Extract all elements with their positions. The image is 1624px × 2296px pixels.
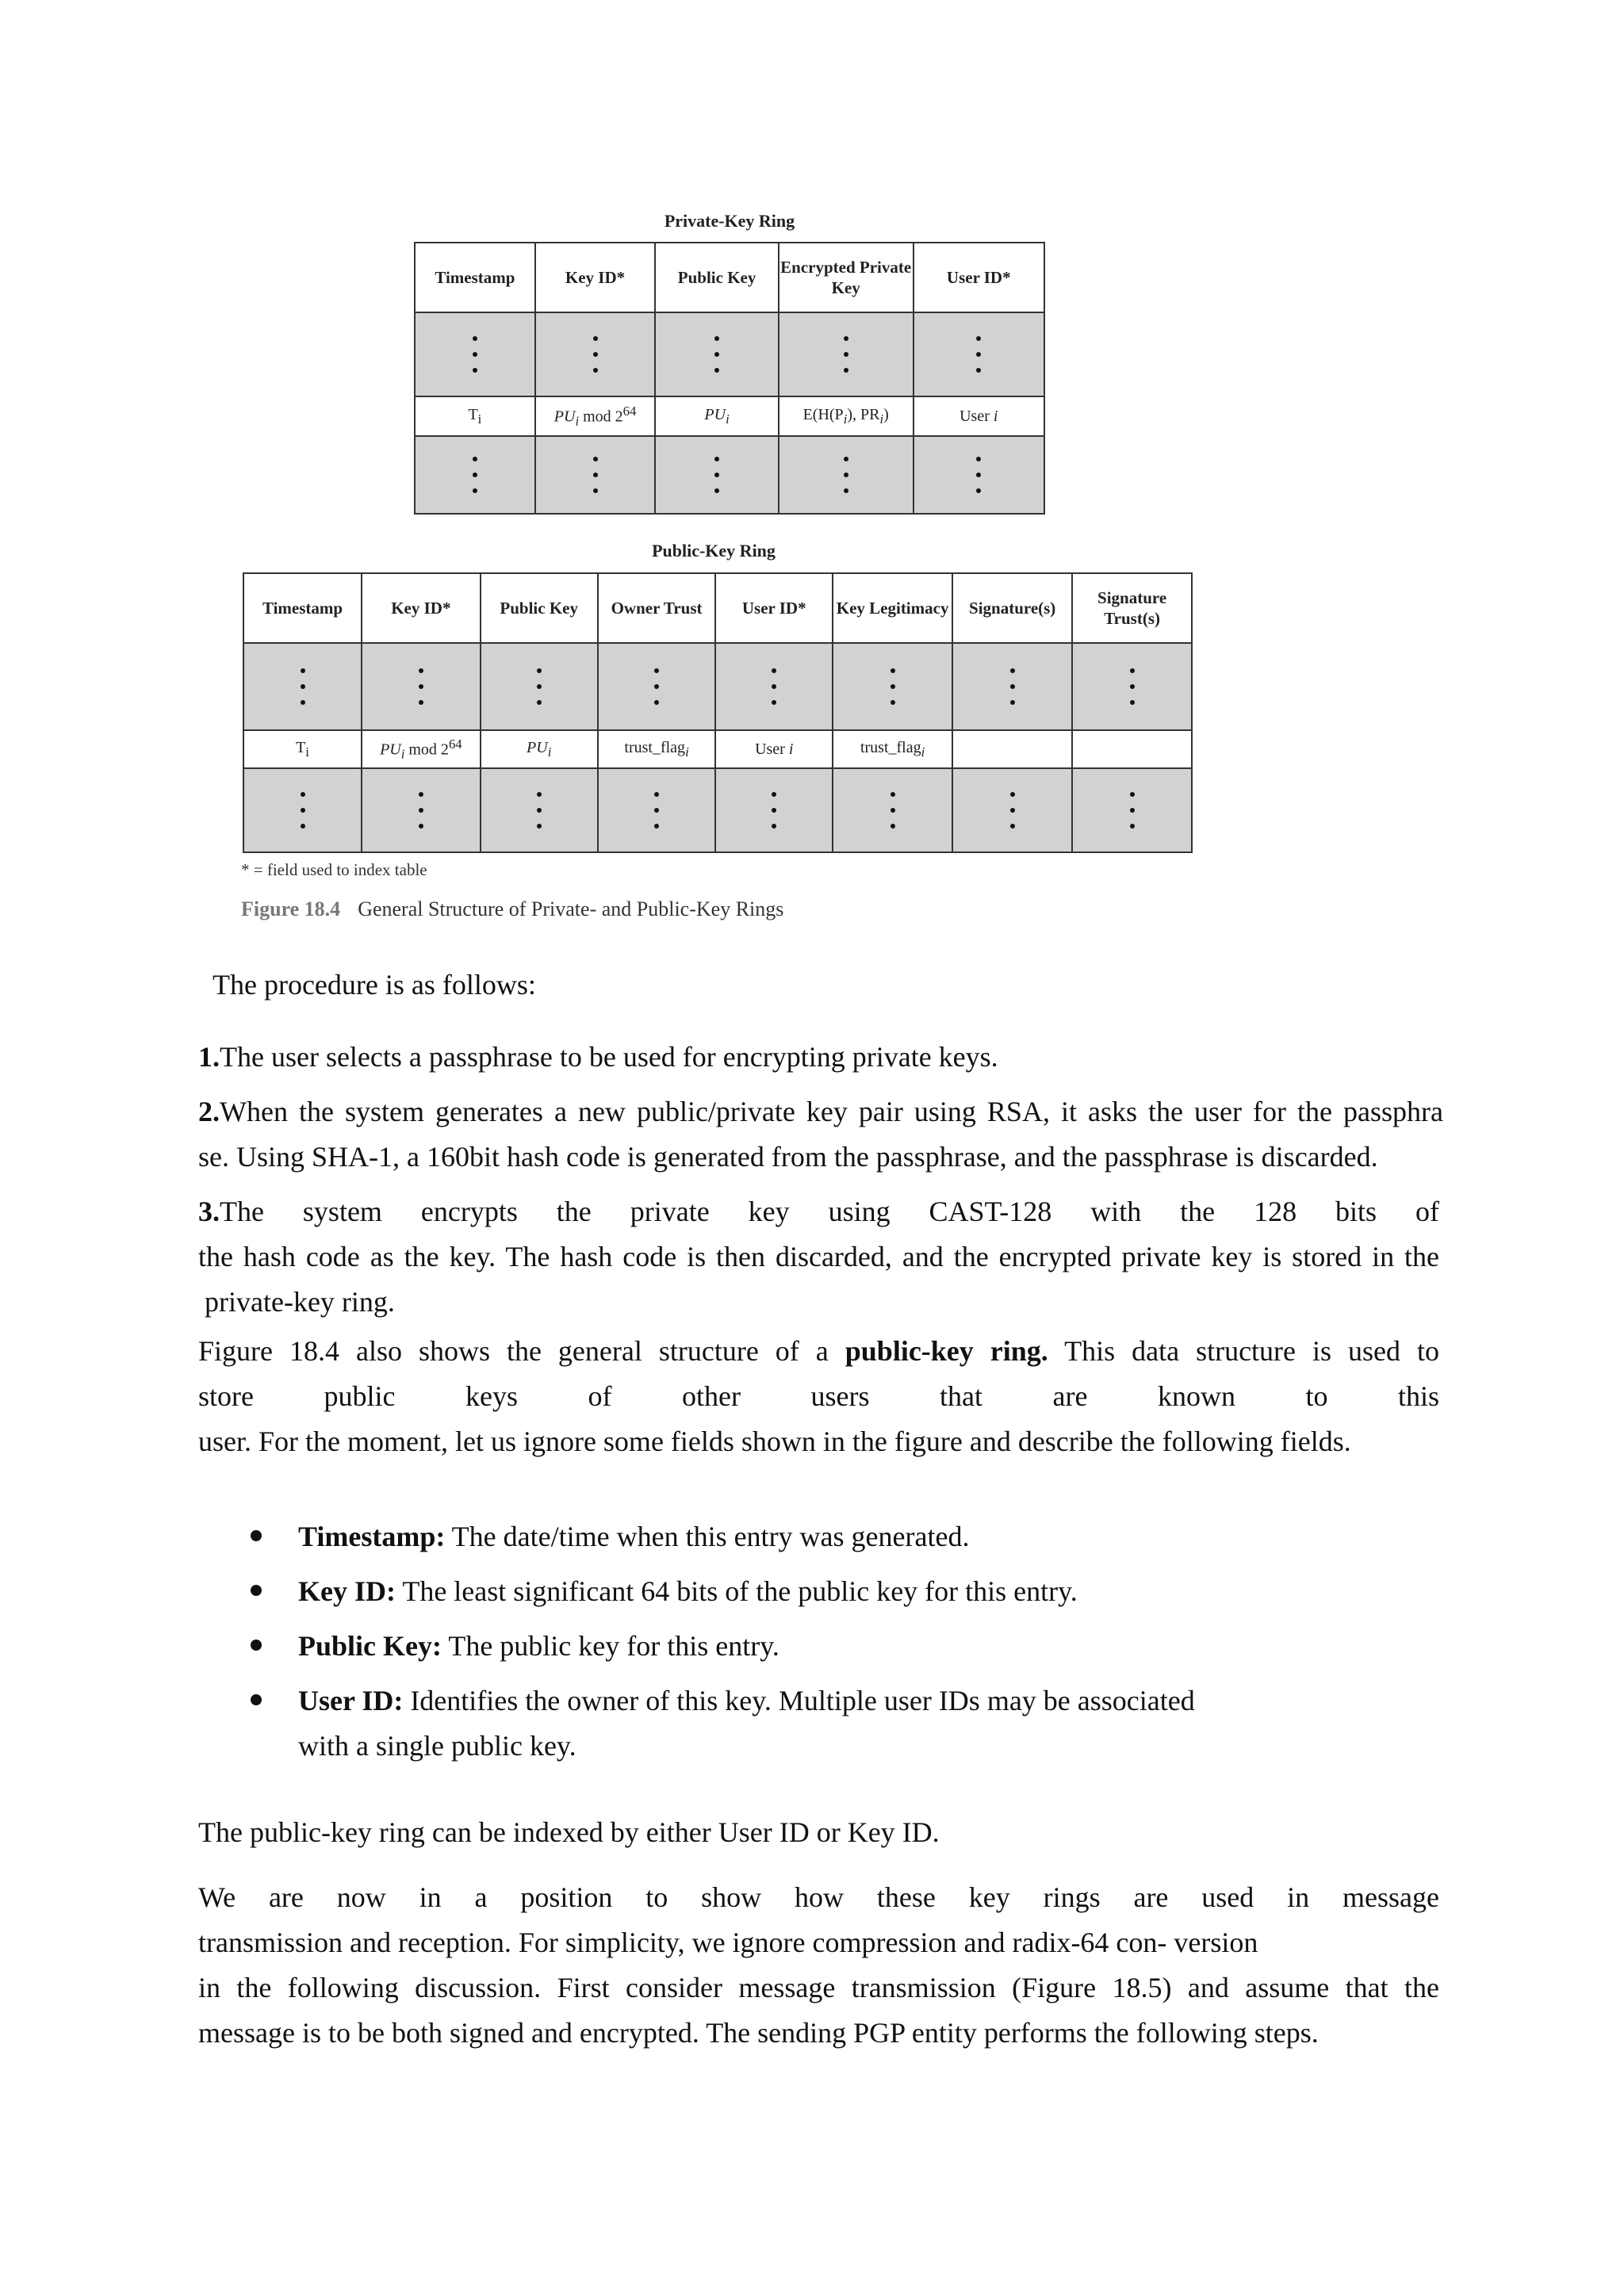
list-item: Key ID: The least significant 64 bits of the public key for this entry. xyxy=(246,1569,1277,1614)
intro-text: The procedure is as follows: xyxy=(213,969,536,1001)
col-key-id: Key ID* xyxy=(362,573,481,643)
figure-caption xyxy=(241,897,783,921)
public-key-ring-table xyxy=(243,572,1193,853)
dots-row xyxy=(415,436,1044,514)
index-note: The public-key ring can be indexed by either User ID or Key ID. xyxy=(198,1816,940,1848)
bullet-icon xyxy=(251,1585,262,1596)
step-2: 2.When the system generates a new public/private key pair using RSA, it asks the user for the passphra se. Using SHA-1, a 160bit hash code is generated from the passphrase, and the passphrase is discarded. xyxy=(198,1096,1443,1173)
col-timestamp: Timestamp xyxy=(415,243,535,312)
col-signatures: Signature(s) xyxy=(952,573,1072,643)
figure-caption-text: General Structure of Private- and Public-Key Rings xyxy=(358,897,784,920)
final-paragraph: We are now in a position to show how these key rings are used in message transmission and reception. For simplicity, we ignore compression and radix-64 con- version in the following discussion. First consider message transmission (Figure 18.5) and assume that the message is to be both signed and encrypted. The sending PGP entity performs the following steps. xyxy=(198,1881,1439,2049)
col-key-id: Key ID* xyxy=(535,243,656,312)
private-ring-title: Private-Key Ring xyxy=(664,211,795,231)
col-signature-trusts: Signature Trust(s) xyxy=(1072,573,1192,643)
step-1: 1.The user selects a passphrase to be used for encrypting private keys. xyxy=(198,1041,998,1073)
field-list xyxy=(246,1514,1277,1778)
list-item: User ID: Identifies the owner of this key. Multiple user IDs may be associated with a single public key. xyxy=(246,1678,1277,1769)
col-public-key: Public Key xyxy=(655,243,779,312)
bullet-icon xyxy=(251,1694,262,1705)
private-key-ring-table xyxy=(414,242,1045,515)
entry-row: $T_i$ $PU_i$ mod $2^{64}$ $PU_i$ $E(H(P_i)$, $PR_i$) User i xyxy=(415,396,1044,436)
col-timestamp: Timestamp xyxy=(243,573,362,643)
step-number: 2. xyxy=(198,1096,220,1127)
col-user-id: User ID* xyxy=(914,243,1044,312)
col-owner-trust: Owner Trust xyxy=(598,573,716,643)
col-user-id: User ID* xyxy=(715,573,833,643)
index-legend: * = field used to index table xyxy=(241,860,427,879)
step-number: 1. xyxy=(198,1041,220,1073)
step-3: 3.The system encrypts the private key using CAST-128 with the 128 bits of the hash code as the key. The hash code is then discarded, and the encrypted private key is stored in the private-key ring. xyxy=(198,1196,1439,1318)
bullet-icon xyxy=(251,1640,262,1651)
dots-row xyxy=(243,768,1192,852)
col-encrypted-private-key: Encrypted Private Key xyxy=(779,243,914,312)
col-key-legitimacy: Key Legitimacy xyxy=(833,573,952,643)
public-ring-paragraph: Figure 18.4 also shows the general structure of a public-key ring. This data structure is used to store public keys of other users that are known to this user. For the moment, let us ignore some fields shown in the figure and describe the following fields. xyxy=(198,1335,1439,1457)
list-item: Timestamp: The date/time when this entry was generated. xyxy=(246,1514,1277,1559)
figure-number: Figure 18.4 xyxy=(241,897,341,920)
dots-row xyxy=(243,643,1192,730)
bullet-icon xyxy=(251,1530,262,1541)
entry-row: $T_i$ $PU_i$ mod $2^{64}$ $PU_i$ trust_flag$_i$ User i trust_flag$_i$ xyxy=(243,730,1192,768)
col-public-key: Public Key xyxy=(481,573,598,643)
dots-row xyxy=(415,312,1044,396)
step-number: 3. xyxy=(198,1196,220,1227)
list-item: Public Key: The public key for this entry. xyxy=(246,1624,1277,1669)
public-ring-title: Public-Key Ring xyxy=(652,541,776,561)
